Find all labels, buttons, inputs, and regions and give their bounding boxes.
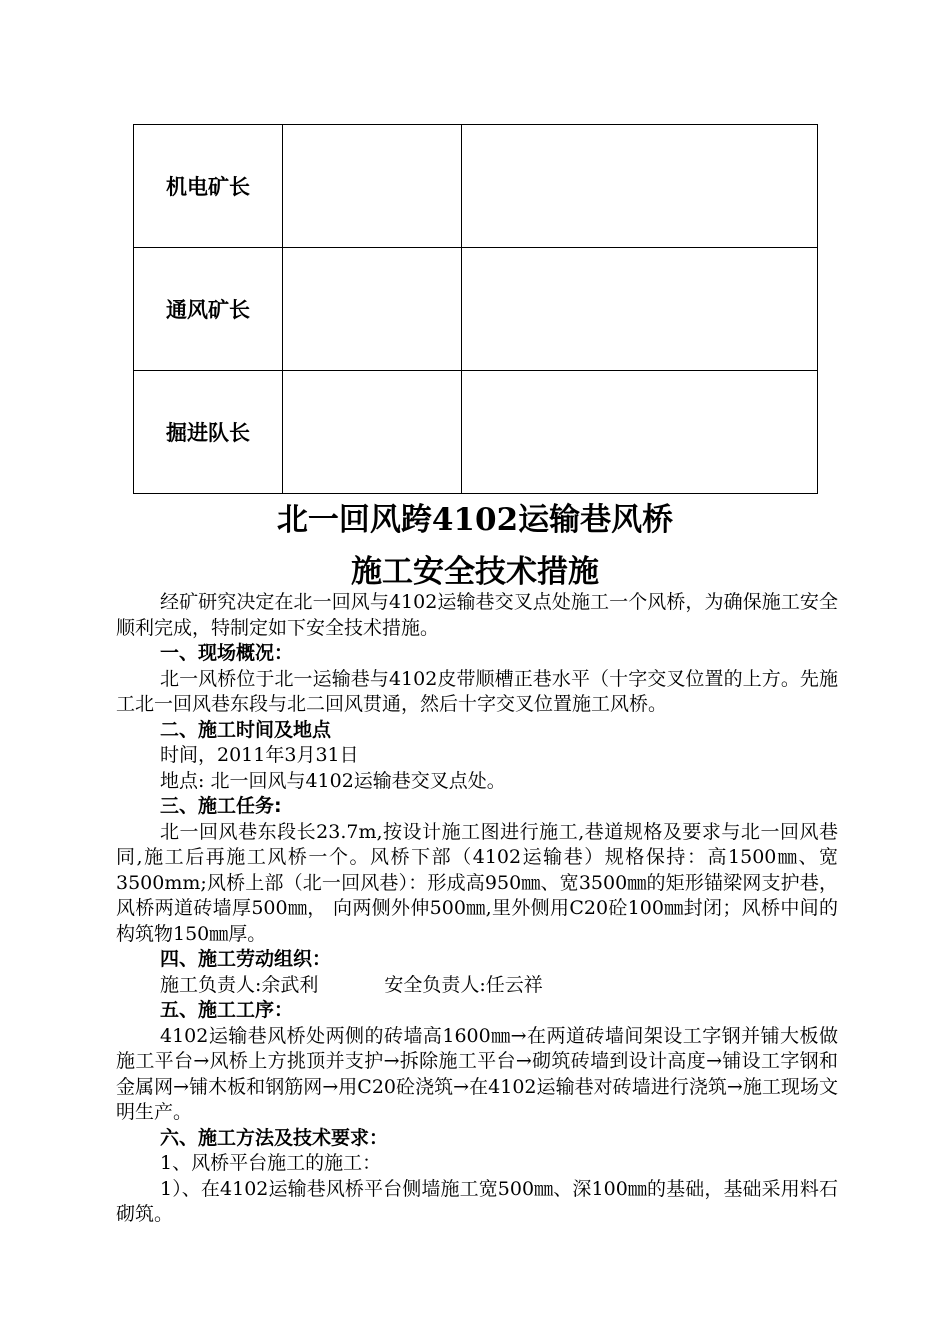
document-body (116, 590, 838, 1228)
document-subtitle: 施工安全技术措施 (351, 554, 599, 590)
section-paragraph: 北一回风巷东段长23.7m,按设计施工图进行施工,巷道规格及要求与北一回风巷同,施工后再施工风桥一个。风桥下部（4102运输巷）规格保持：高1500㎜、宽3500mm;风桥上部（北一回风巷）：形成高950㎜、宽3500㎜的矩形锚梁网支护巷，风桥两道砖墙厚500㎜， 向两侧外伸500㎜,里外侧用C20砼100㎜封闭；风桥中间的构筑物150㎜厚。 (116, 820, 838, 945)
section-heading: 一、现场概况： (160, 642, 294, 664)
intro-paragraph: 经矿研究决定在北一回风与4102运输巷交叉点处施工一个风桥，为确保施工安全顺利完成，特制定如下安全技术措施。 (116, 591, 838, 639)
section-heading: 六、施工方法及技术要求： (160, 1126, 389, 1149)
table-row (134, 125, 818, 248)
signature-cell (283, 371, 462, 494)
table-row (134, 248, 818, 371)
section-heading: 二、施工时间及地点 (160, 718, 332, 741)
section-heading: 三、施工任务: (160, 795, 282, 817)
place-line: 地点: 北一回风与4102运输巷交叉点处。 (160, 769, 506, 792)
comment-cell (462, 371, 818, 494)
table-row (134, 371, 818, 494)
document-title: 北一回风跨4102运输巷风桥 (276, 502, 674, 538)
section-paragraph: 1）、在4102运输巷风桥平台侧墙施工宽500㎜、深100㎜的基础，基础采用料石砌筑。 (116, 1177, 838, 1225)
role-cell: 掘进队长 (134, 371, 283, 494)
subsection-heading: 1、风桥平台施工的施工： (160, 1152, 382, 1174)
comment-cell (462, 125, 818, 248)
role-cell: 机电矿长 (134, 125, 283, 248)
construction-lead: 施工负责人:余武利 (160, 973, 319, 996)
staff-line (116, 973, 838, 999)
time-line: 时间，2011年3月31日 (160, 744, 359, 766)
section-heading: 四、施工劳动组织： (160, 948, 332, 970)
section-heading: 五、施工工序： (160, 999, 294, 1021)
section-paragraph: 4102运输巷风桥处两侧的砖墙高1600㎜→在两道砖墙间架设工字钢并铺大板做施工平台→风桥上方挑顶并支护→拆除施工平台→砌筑砖墙到设计高度→铺设工字钢和金属网→铺木板和钢筋网→用C20砼浇筑→在4102运输巷对砖墙进行浇筑→施工现场文明生产。 (116, 1024, 838, 1123)
comment-cell (462, 248, 818, 371)
section-paragraph: 北一风桥位于北一运输巷与4102皮带顺槽正巷水平（十字交叉位置的上方。先施工北一回风巷东段与北二回风贯通，然后十字交叉位置施工风桥。 (116, 667, 838, 715)
safety-lead: 安全负责人:任云祥 (384, 973, 543, 996)
role-cell: 通风矿长 (134, 248, 283, 371)
signature-cell (283, 125, 462, 248)
signature-table (133, 124, 818, 494)
signature-cell (283, 248, 462, 371)
